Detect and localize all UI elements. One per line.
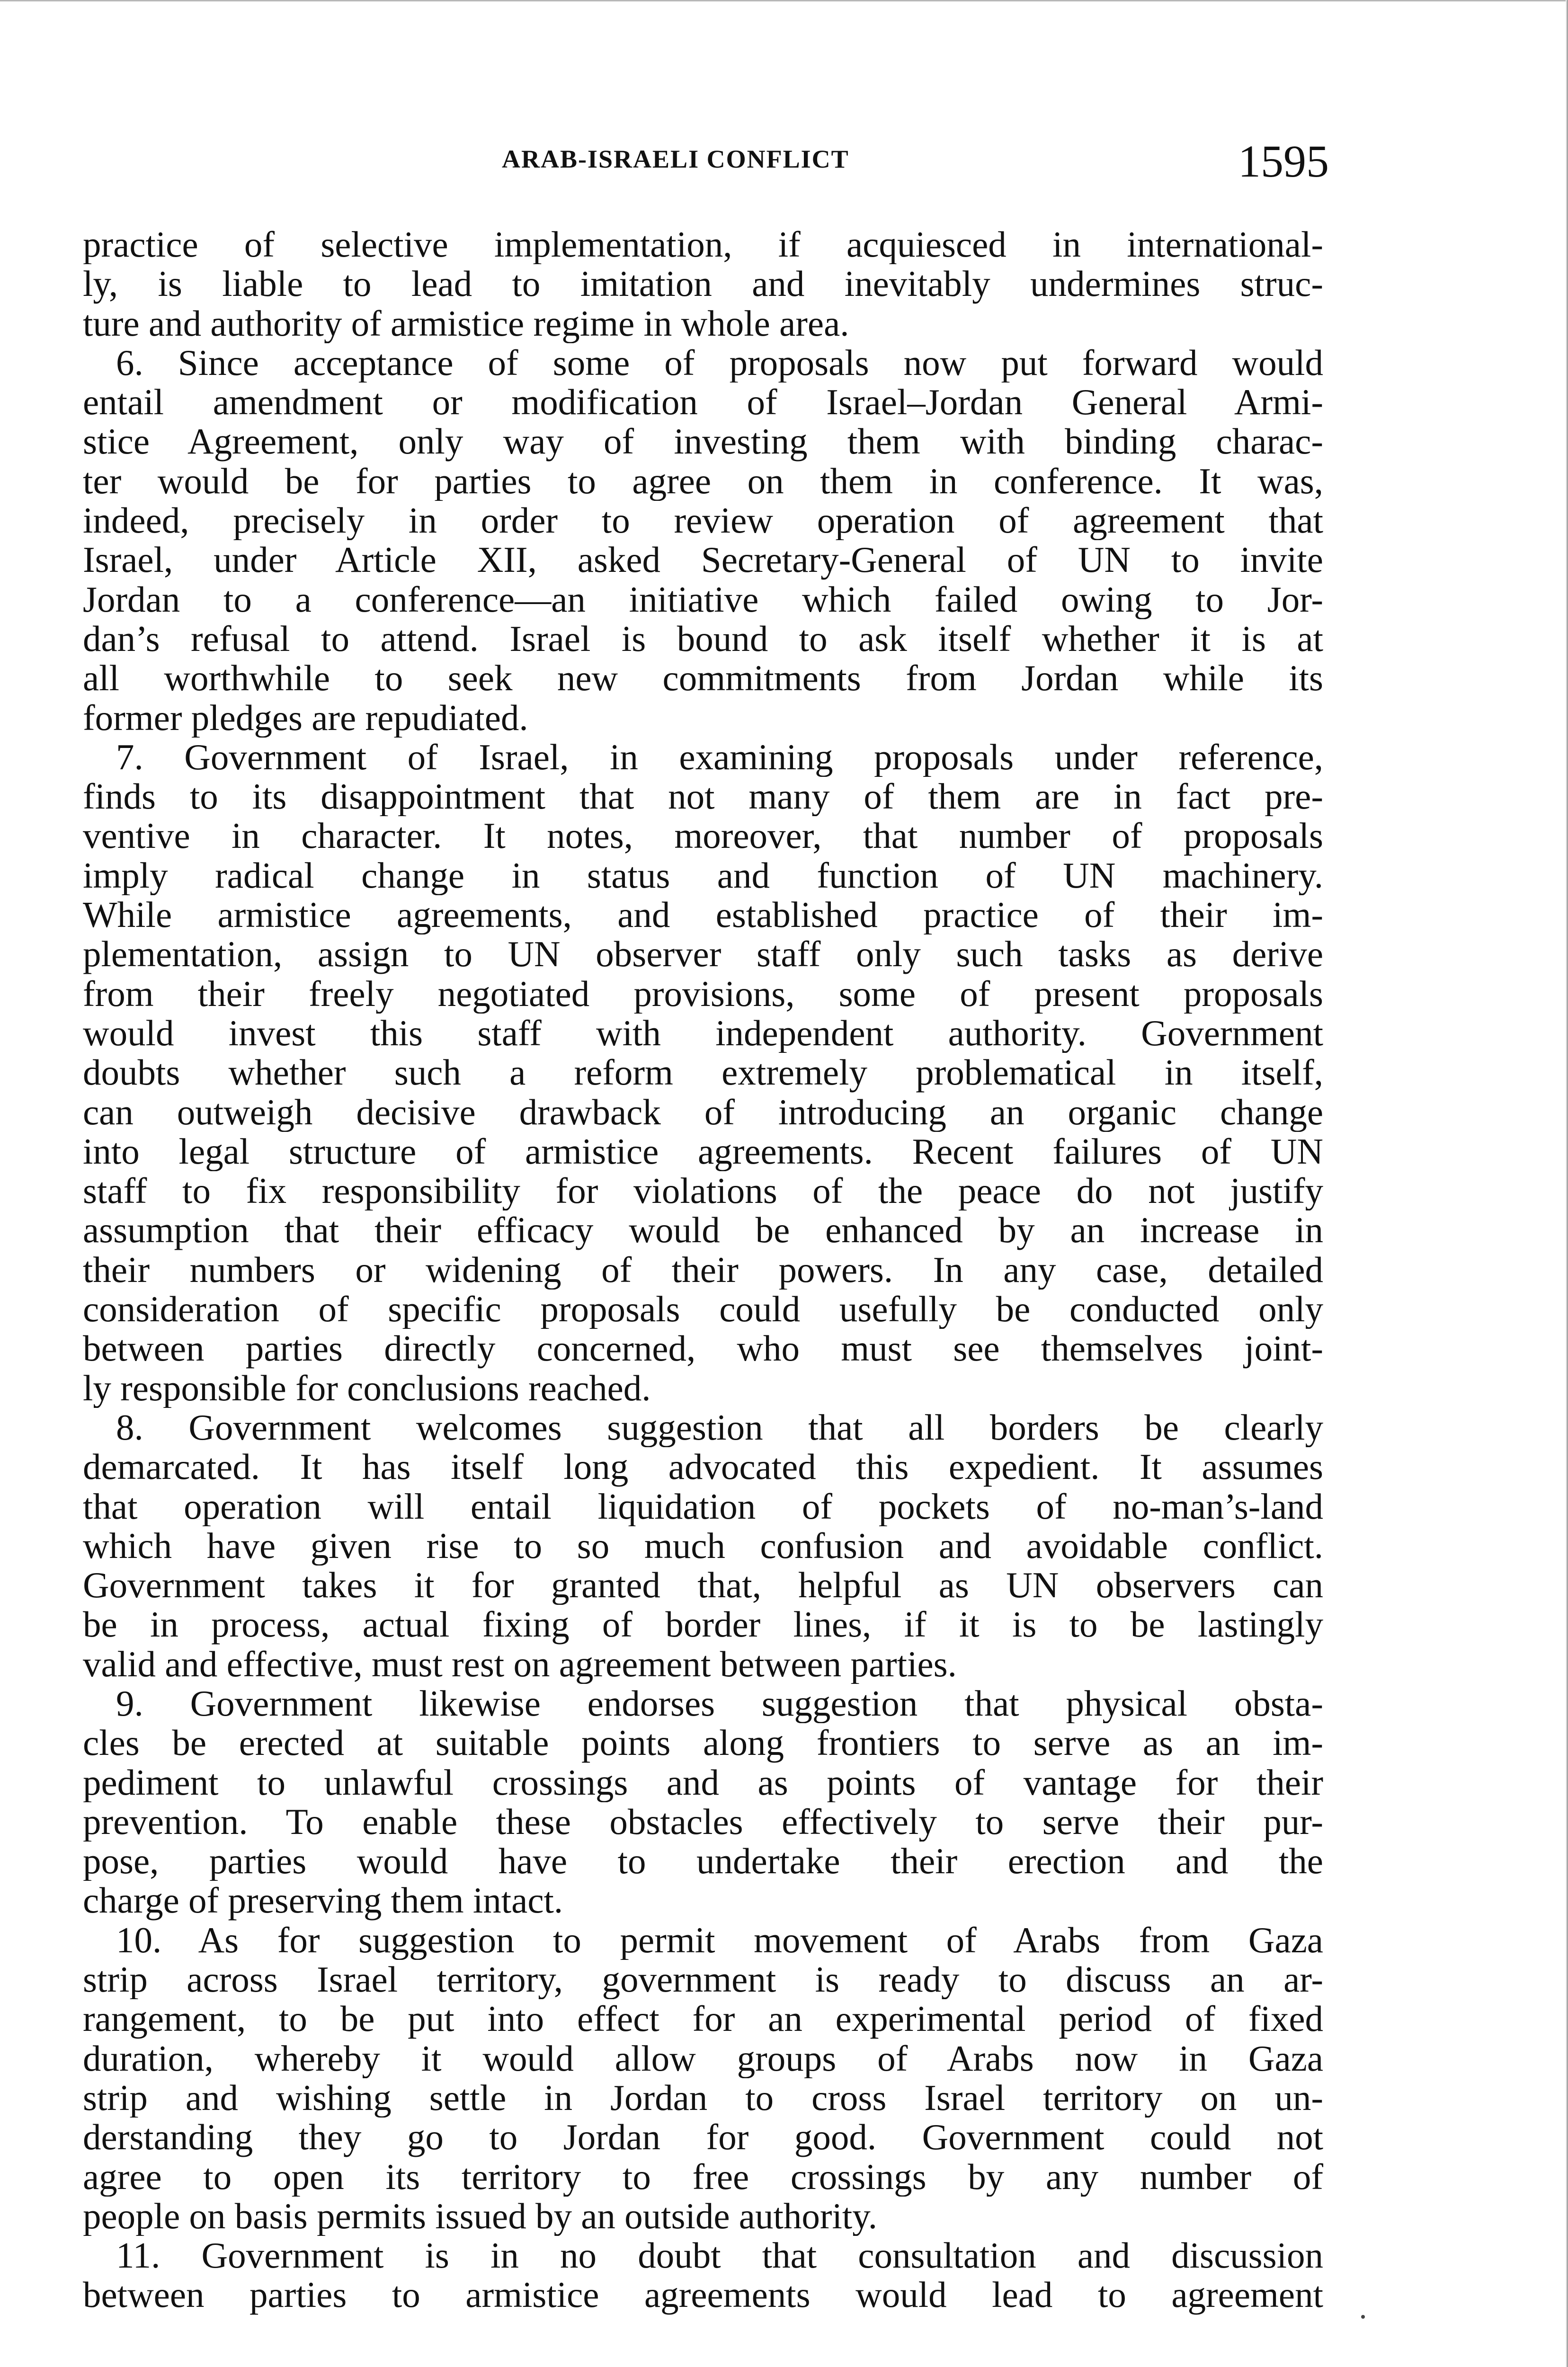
- text-line: consideration of specific proposals could usefully be conducted only: [83, 1290, 1323, 1329]
- text-line: plementation, assign to UN observer staff only such tasks as derive: [83, 934, 1323, 974]
- text-line: former pledges are repudiated.: [83, 698, 528, 738]
- text-line: people on basis permits issued by an outside authority.: [83, 2196, 878, 2236]
- text-line: rangement, to be put into effect for an experimental period of fixed: [83, 1999, 1323, 2039]
- text-line: between parties to armistice agreements would lead to agreement: [83, 2275, 1323, 2315]
- text-line: ture and authority of armistice regime in whole area.: [83, 303, 849, 343]
- text-line: demarcated. It has itself long advocated this expedient. It assumes: [83, 1447, 1323, 1487]
- page-edge-shadow: [1566, 0, 1568, 2367]
- text-line: can outweigh decisive drawback of introducing an organic change: [83, 1092, 1323, 1132]
- text-line: into legal structure of armistice agreements. Recent failures of UN: [83, 1131, 1323, 1172]
- text-line: which have given rise to so much confusion and avoidable conflict.: [83, 1526, 1323, 1566]
- body-text: [83, 225, 1323, 2315]
- text-line: 7. Government of Israel, in examining proposals under reference,: [116, 737, 1323, 777]
- text-line: indeed, precisely in order to review operation of agreement that: [83, 501, 1323, 541]
- text-line: valid and effective, must rest on agreement between parties.: [83, 1644, 957, 1684]
- text-line: cles be erected at suitable points along frontiers to serve as an im-: [83, 1723, 1323, 1763]
- text-line: ter would be for parties to agree on them in conference. It was,: [83, 461, 1323, 501]
- stray-ink-dot: [1361, 2315, 1365, 2319]
- text-line: strip and wishing settle in Jordan to cross Israel territory on un-: [83, 2078, 1323, 2118]
- text-line: be in process, actual fixing of border lines, if it is to be lastingly: [83, 1605, 1323, 1645]
- text-line: 11. Government is in no doubt that consultation and discussion: [116, 2236, 1323, 2276]
- text-line: ly responsible for conclusions reached.: [83, 1368, 651, 1408]
- text-line: their numbers or widening of their powers. In any case, detailed: [83, 1250, 1323, 1290]
- text-line: 9. Government likewise endorses suggestion that physical obsta-: [116, 1683, 1323, 1724]
- text-line: stice Agreement, only way of investing them with binding charac-: [83, 422, 1323, 462]
- text-line: between parties directly concerned, who must see themselves joint-: [83, 1329, 1323, 1369]
- text-line: practice of selective implementation, if acquiesced in international-: [83, 225, 1323, 265]
- text-line: 8. Government welcomes suggestion that all borders be clearly: [116, 1407, 1323, 1448]
- text-line: 6. Since acceptance of some of proposals now put forward would: [116, 343, 1323, 383]
- text-line: staff to fix responsibility for violations of the peace do not justify: [83, 1171, 1323, 1211]
- paragraph: [83, 1684, 1323, 1921]
- top-edge-rule: [0, 0, 1568, 1]
- text-line: While armistice agreements, and established practice of their im-: [83, 895, 1323, 935]
- text-line: pose, parties would have to undertake their erection and the: [83, 1842, 1323, 1881]
- text-line: Jordan to a conference—an initiative which failed owing to Jor-: [83, 579, 1323, 619]
- text-line: derstanding they go to Jordan for good. Government could not: [83, 2118, 1323, 2157]
- text-line: charge of preserving them intact.: [83, 1881, 563, 1921]
- paragraph: [83, 738, 1323, 1408]
- text-line: finds to its disappointment that not many of them are in fact pre-: [83, 777, 1323, 817]
- text-line: would invest this staff with independent authority. Government: [83, 1013, 1323, 1053]
- text-line: assumption that their efficacy would be enhanced by an increase in: [83, 1210, 1323, 1250]
- paragraph: [83, 1921, 1323, 2236]
- text-line: pediment to unlawful crossings and as points of vantage for their: [83, 1762, 1323, 1802]
- text-line: duration, whereby it would allow groups of Arabs now in Gaza: [83, 2038, 1323, 2078]
- text-line: doubts whether such a reform extremely problematical in itself,: [83, 1053, 1323, 1093]
- text-line: dan’s refusal to attend. Israel is bound to ask itself whether it is at: [83, 619, 1323, 659]
- running-head: ARAB-ISRAELI CONFLICT: [502, 145, 849, 173]
- text-line: all worthwhile to seek new commitments from Jordan while its: [83, 658, 1323, 698]
- paragraph: [83, 343, 1323, 738]
- text-line: ventive in character. It notes, moreover, that number of proposals: [83, 816, 1323, 856]
- text-line: agree to open its territory to free crossings by any number of: [83, 2157, 1323, 2197]
- text-line: prevention. To enable these obstacles effectively to serve their pur-: [83, 1802, 1323, 1842]
- text-line: that operation will entail liquidation of pockets of no-man’s-land: [83, 1486, 1323, 1526]
- text-line: ly, is liable to lead to imitation and inevitably undermines struc-: [83, 264, 1323, 304]
- page-number: 1595: [1238, 136, 1329, 187]
- text-line: Israel, under Article XII, asked Secretary-General of UN to invite: [83, 540, 1323, 580]
- paragraph: [83, 1408, 1323, 1684]
- text-line: 10. As for suggestion to permit movement of Arabs from Gaza: [116, 1920, 1323, 1960]
- text-line: imply radical change in status and function of UN machinery.: [83, 855, 1323, 896]
- paragraph: [83, 2236, 1323, 2315]
- text-line: Government takes it for granted that, helpful as UN observers can: [83, 1566, 1323, 1605]
- text-line: entail amendment or modification of Israel–Jordan General Armi-: [83, 383, 1323, 422]
- paragraph: [83, 225, 1323, 343]
- text-line: from their freely negotiated provisions, some of present proposals: [83, 974, 1323, 1014]
- text-line: strip across Israel territory, government is ready to discuss an ar-: [83, 1960, 1323, 2000]
